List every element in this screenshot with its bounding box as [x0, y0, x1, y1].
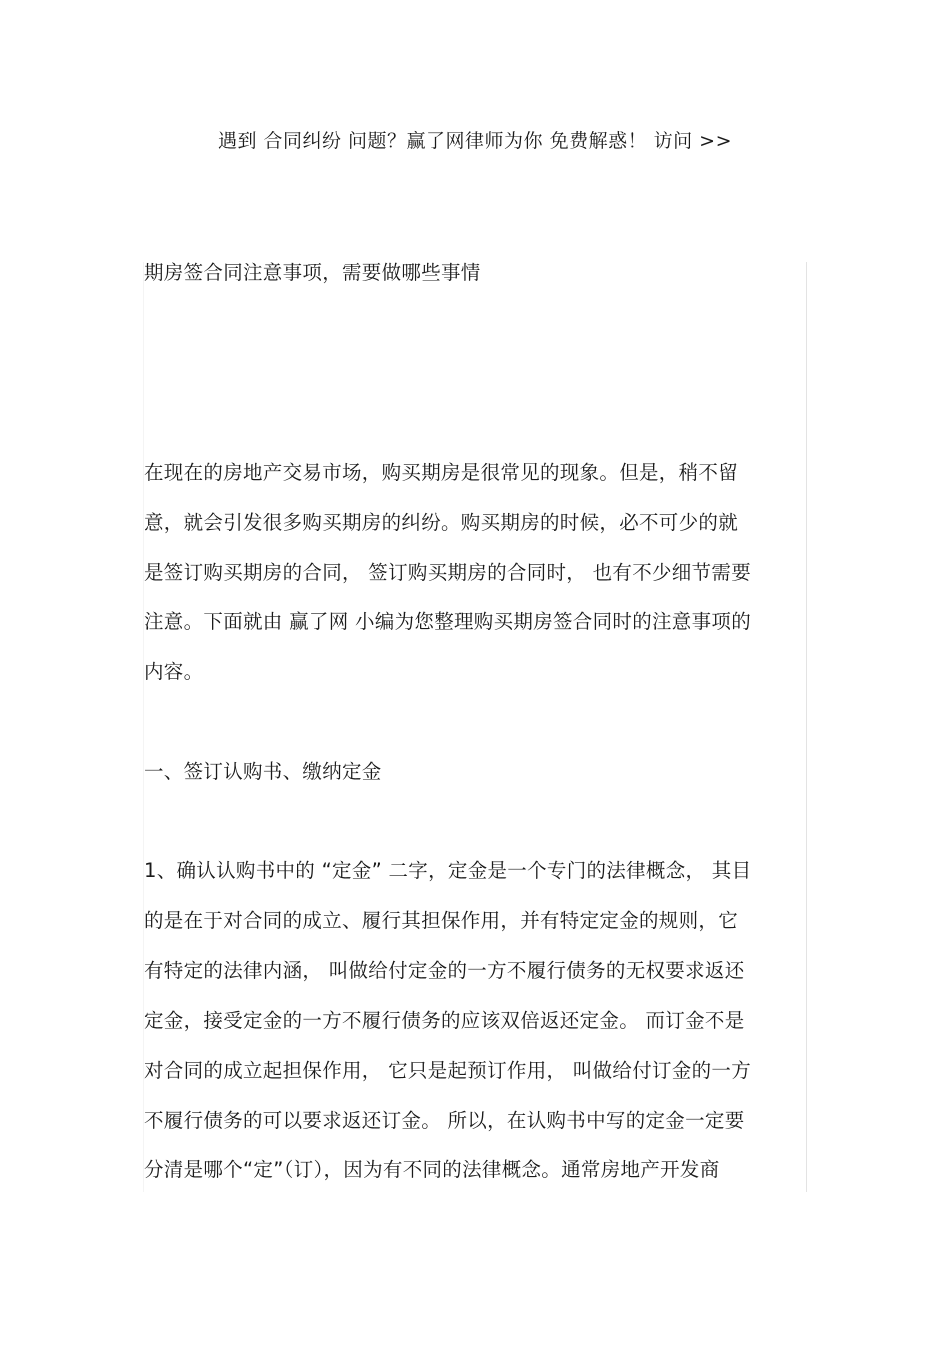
intro-line: 是签订购买期房的合同， 签订购买期房的合同时， 也有不少细节需要 [144, 561, 751, 584]
article-title: 期房签合同注意事项，需要做哪些事情 [144, 261, 481, 284]
paragraph-line: 有特定的法律内涵， 叫做给付定金的一方不履行债务的无权要求返还 [144, 959, 745, 982]
content-frame-right-border [806, 262, 807, 1192]
intro-line: 意，就会引发很多购买期房的纠纷。购买期房的时候，必不可少的就 [144, 511, 739, 534]
promo-banner[interactable] [0, 126, 950, 156]
paragraph-line: 的是在于对合同的成立、履行其担保作用，并有特定定金的规则，它 [144, 909, 739, 932]
content-frame-left-border [143, 262, 144, 1192]
paragraph-line: 定金，接受定金的一方不履行债务的应该双倍返还定金。 而订金不是 [144, 1009, 745, 1032]
paragraph-line: 不履行债务的可以要求返还订金。 所以，在认购书中写的定金一定要 [144, 1109, 745, 1132]
section-heading: 一、签订认购书、缴纳定金 [144, 760, 382, 783]
promo-banner-link[interactable]: 遇到 合同纠纷 问题？赢了网律师为你 免费解惑！ 访问 >> [217, 130, 733, 152]
paragraph-line: 1、确认认购书中的 “定金” 二字，定金是一个专门的法律概念， 其目 [144, 859, 752, 882]
intro-line: 在现在的房地产交易市场，购买期房是很常见的现象。但是，稍不留 [144, 461, 739, 484]
intro-line: 注意。下面就由 赢了网 小编为您整理购买期房签合同时的注意事项的 [144, 610, 751, 633]
intro-line: 内容。 [144, 660, 204, 683]
paragraph-line: 分清是哪个“定”（订），因为有不同的法律概念。通常房地产开发商 [144, 1158, 720, 1181]
paragraph-line: 对合同的成立起担保作用， 它只是起预订作用， 叫做给付订金的一方 [144, 1059, 751, 1082]
